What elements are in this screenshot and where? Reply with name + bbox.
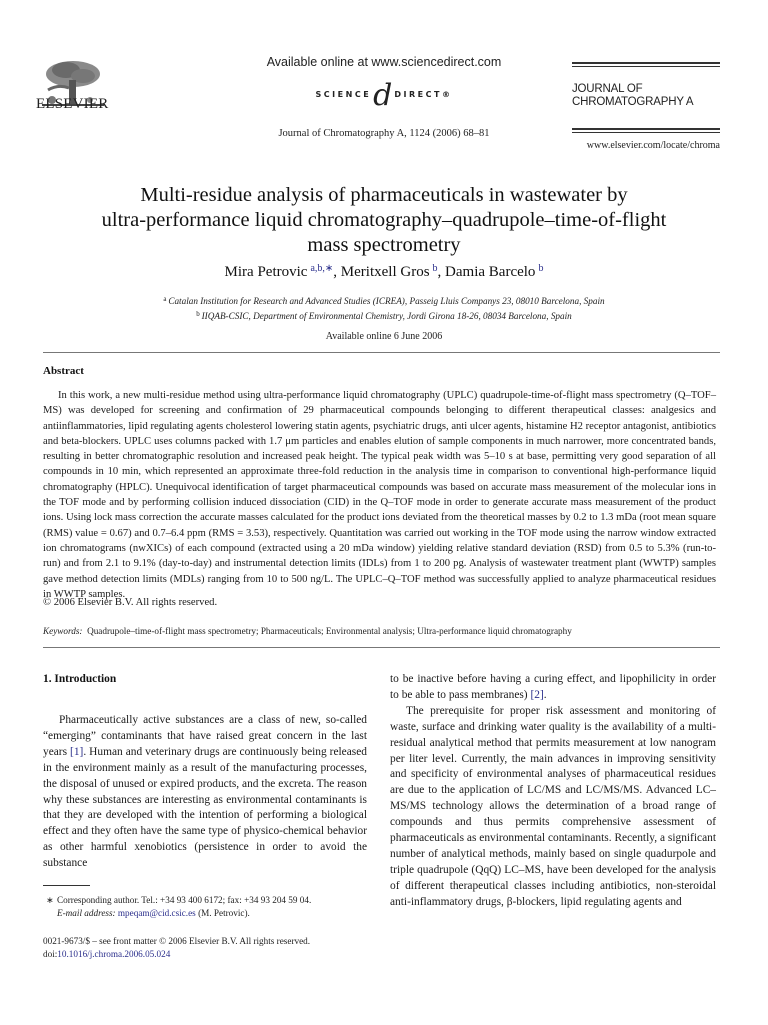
email-link[interactable]: mpeqam@cid.csic.es: [117, 908, 196, 918]
email-label: E-mail address:: [57, 908, 116, 918]
reference-link[interactable]: [2]: [530, 688, 544, 701]
journal-url[interactable]: www.elsevier.com/locate/chroma: [586, 140, 720, 151]
paragraph: The prerequisite for proper risk assessment and monitoring of waste, surface and drinking water quality is the availability of a multi-residual analytical method that permits measurement at low nanogram per liter level. Currently, the main advances in improving sensitivity and specificity of environmental analyses of pharmaceutical residues are due to the application of LC/MS and LC/MS/MS. Advanced LC–MS/MS technology allows the determination of a broad range of compounds and thus permits comprehensive assessment of pharmaceuticals as environmental contaminants. Recently, a significant number of analytical methods, mainly based on single quadurpole and triple quadrupole (QqQ) LC–MS, have been developed for the analysis of different therapeutical classes including antibiotics, non-steroidal anti-inflammatory drugs, β-blockers, lipid regulating agents and: [390, 704, 716, 908]
author-affiliation-marks[interactable]: b: [432, 263, 438, 274]
body-column-left: [43, 713, 367, 872]
doi-link[interactable]: 10.1016/j.chroma.2006.05.024: [57, 949, 171, 959]
divider: [43, 647, 720, 648]
body-column-right: [390, 672, 716, 911]
footnote-mark: ∗: [46, 895, 54, 905]
email-suffix: (M. Petrovic).: [195, 908, 250, 918]
paragraph-text: Pharmaceutically active substances are a class of new, so-called “emerging” contaminants that have raised great concern in the last years: [43, 714, 367, 758]
sciencedirect-logo-left: SCIENCE: [315, 90, 372, 99]
sciencedirect-availability[interactable]: Available online at www.sciencedirect.com: [266, 55, 502, 69]
affiliation-mark: a: [163, 295, 167, 303]
author-name: Meritxell Gros: [340, 264, 430, 280]
title-line: ultra-performance liquid chromatography–quadrupole–time-of-flight: [101, 209, 667, 231]
paragraph-text: . Human and veterinary drugs are continuously being released in the environment mainly as a result of the manufacturing processes, the disposal of unused or expired products, and the excreta. The reason why these substances are interesting as environmental contaminants is that they are developed with the intention of performing a biological effect and they often have the same type of physico-chemical behavior as other harmful xenobiotics (persistence in order to avoid the substance: [43, 745, 367, 870]
author-affiliation-marks[interactable]: b: [538, 263, 544, 274]
journal-citation: Journal of Chromatography A, 1124 (2006) 68–81: [278, 128, 490, 139]
author-affiliation-marks[interactable]: a,b,∗: [310, 263, 334, 274]
affiliation-a: [0, 296, 768, 306]
author-name: Damia Barcelo: [445, 264, 536, 280]
journal-name-line1: JOURNAL OF: [572, 83, 643, 95]
paragraph: [43, 713, 367, 872]
journal-double-rule-top: [572, 62, 720, 67]
sciencedirect-logo-right: DIRECT: [394, 90, 442, 99]
journal-name-line2: CHROMATOGRAPHY A: [572, 96, 694, 108]
journal-name: [572, 83, 693, 109]
reference-link[interactable]: [1]: [70, 745, 84, 758]
abstract-copyright: © 2006 Elsevier B.V. All rights reserved.: [43, 597, 218, 608]
sciencedirect-at-icon: d: [373, 78, 393, 113]
article-title: [40, 183, 728, 258]
available-online-date: Available online 6 June 2006: [325, 331, 443, 342]
divider: [43, 352, 720, 353]
paragraph-text: to be inactive before having a curing effect, and lipophilicity in order to be able to pass membranes): [390, 673, 716, 701]
affiliation-text: IIQAB-CSIC, Department of Environmental Chemistry, Jordi Girona 18-26, 08034 Barcelona, Spain: [201, 311, 572, 321]
author-separator: ,: [333, 264, 341, 280]
keywords: [43, 626, 572, 636]
section-heading-introduction: 1. Introduction: [43, 673, 117, 685]
abstract-body: In this work, a new multi-residue method using ultra-performance liquid chromatography (UPLC) quadrupole-time-of-flight mass spectrometry (Q–TOF–MS) was developed for screening and confirmation of 29 pharmaceutical compounds belonging to different therapeutical classes: analgesics and antiinflammatories, lipid regulating agents cholesterol lowering statin agents, psychiatric drugs, anti ulcer agents, histamine H2 receptor antagonist, antibiotics and beta-blockers. UPLC uses columns packed with 1.7 μm particles and enables elution of sample components in much narrower, more concentrated bands, resulting in better chromatographic resolution and increased peak height. The typical peak width was 5–10 s at base, permitting very good separation of all compounds in 10 min, which represented an approximate three-fold reduction in the analysis time in comparison to conventional high-performance liquid chromatography (HPLC). Unequivocal identification of target pharmaceutical compounds was based on accurate mass measurement of the molecular ions in the TOF mode and by performing collision induced dissociation (CID) in the Q–TOF mode in order to generate accurate mass measurement of the product ions. Using lock mass correction the accurate masses calculated for the product ions deviated from the theoretical masses by 0.2 to 1.3 mDa (root mean square (RMS) value = 0.67) and 0.7–6.4 ppm (RMS = 3.53), respectively. Quantitation was carried out working in the TOF mode using the narrow window extracted ion chromatograms (nwXICs) of each compound (extracted using a 20 mDa window) yielding relative standard deviation (RSD) from 0.5 to 5.3% (run-to-run) and from 2.1 to 9.1% (day-to-day) and instrumental detection limits (IDLs) from 1 to 200 pg. Analysis of wastewater treatment plant (WWTP) samples gave method detection limits (MDLs) ranging from 10 to 500 ng/L. The UPLC–Q–TOF method was successfully applied to analyze pharmaceutical residues in WWTP samples.: [43, 390, 716, 600]
journal-double-rule-bottom: [572, 128, 720, 133]
paragraph-text: .: [543, 688, 547, 701]
registered-mark: ®: [441, 90, 453, 99]
title-line: Multi-residue analysis of pharmaceuticals in wastewater by: [140, 184, 628, 206]
footnote-rule: [43, 885, 90, 886]
keywords-label: Keywords:: [43, 626, 83, 636]
footnote: [43, 894, 373, 920]
front-matter: [43, 935, 310, 961]
abstract-heading: Abstract: [43, 365, 84, 377]
issn-line: 0021-9673/$ – see front matter © 2006 Elsevier B.V. All rights reserved.: [43, 936, 311, 946]
doi-label: doi:: [43, 949, 58, 959]
paragraph: [390, 672, 716, 704]
corresponding-author: Corresponding author. Tel.: +34 93 400 6172; fax: +34 93 204 59 04.: [57, 895, 312, 905]
affiliation-mark: b: [196, 310, 200, 318]
title-line: mass spectrometry: [307, 234, 461, 256]
author-name: Mira Petrovic: [224, 264, 308, 280]
keywords-text: Quadrupole–time-of-flight mass spectrometry; Pharmaceuticals; Environmental analysis; Ultra-performance liquid chromatography: [87, 626, 572, 636]
publisher-name: ELSEVIER: [36, 96, 109, 112]
affiliation-text: Catalan Institution for Research and Advanced Studies (ICREA), Passeig Lluis Companys 23, 08010 Barcelona, Spain: [168, 296, 605, 306]
author-list: [0, 264, 768, 281]
author-separator: ,: [437, 264, 446, 280]
affiliation-b: [0, 311, 768, 321]
